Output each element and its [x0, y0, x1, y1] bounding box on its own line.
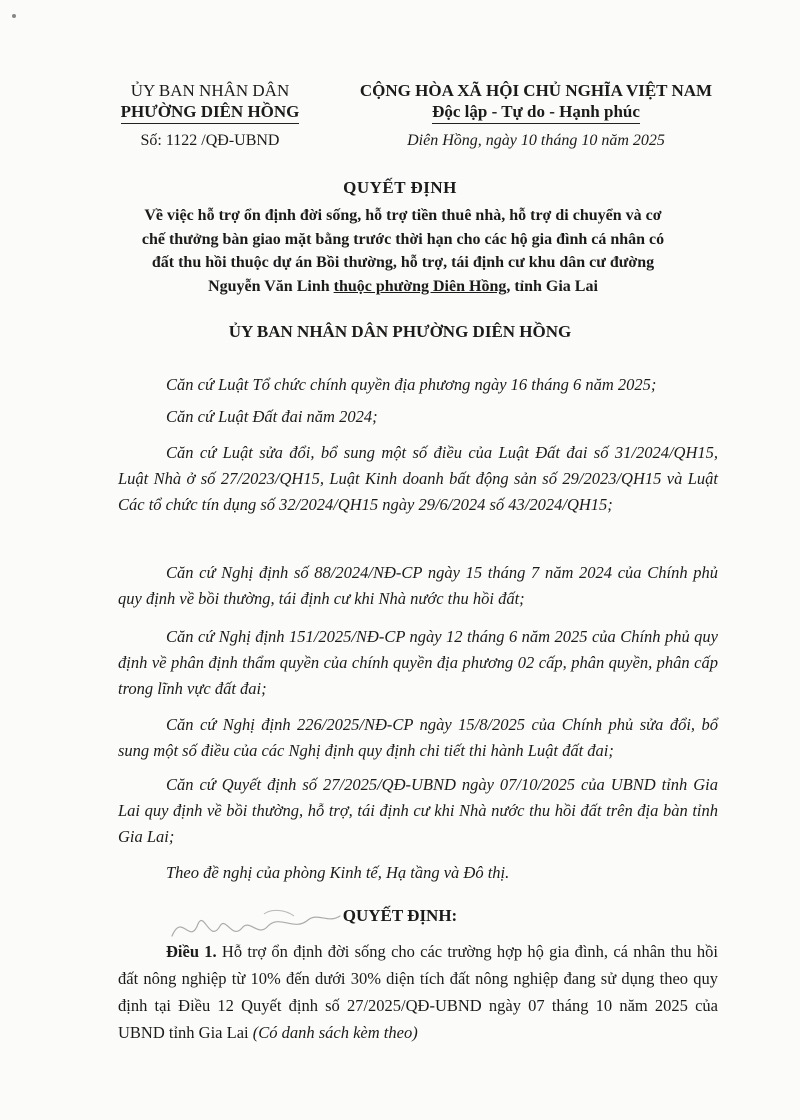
subject-line-4-b: thuộc phường Diên Hồng	[333, 277, 507, 295]
authority-line-2	[92, 101, 328, 124]
national-motto-block	[336, 80, 736, 151]
legal-basis-6	[118, 712, 718, 764]
scan-speck	[12, 14, 16, 18]
legal-basis-1-text: Căn cứ Luật Tổ chức chính quyền địa phương ngày 16 tháng 6 năm 2025;	[166, 375, 657, 394]
national-title: CỘNG HÒA XÃ HỘI CHỦ NGHĨA VIỆT NAM	[359, 81, 713, 100]
motto-line	[336, 101, 736, 124]
article-1	[118, 938, 718, 1046]
legal-basis-7	[118, 772, 718, 850]
legal-basis-1	[118, 372, 718, 398]
motto: Độc lập - Tự do - Hạnh phúc	[432, 101, 640, 124]
legal-basis-5-text: Căn cứ Nghị định 151/2025/NĐ-CP ngày 12 tháng 6 năm 2025 của Chính phủ quy định về phân định thẩm quyền của chính quyền địa phương 02 cấp, phân quyền, phân cấp trong lĩnh vực đất đai;	[118, 627, 718, 698]
subject-line-2: chế thưởng bàn giao mặt bằng trước thời hạn cho các hộ gia đình cá nhân có	[141, 230, 665, 248]
article-1-note: (Có danh sách kèm theo)	[252, 1023, 418, 1042]
legal-basis-3-text: Căn cứ Luật sửa đổi, bổ sung một số điều của Luật Đất đai số 31/2024/QH15, Luật Nhà ở số 27/2023/QH15, Luật Kinh doanh bất động sản số 29/2023/QH15 và Luật Các tổ chức tín dụng số 32/2024/QH15 ngày 29/6/2024 số 43/2024/QH15;	[118, 443, 718, 514]
issuing-authority-block	[92, 80, 328, 151]
legal-basis-7-text: Căn cứ Quyết định số 27/2025/QĐ-UBND ngày 07/10/2025 của UBND tỉnh Gia Lai quy định về bồi thường, hỗ trợ, tái định cư khi Nhà nước thu hồi đất trên địa bàn tỉnh Gia Lai;	[118, 775, 718, 846]
subject-line-4-a: Nguyễn Văn Linh	[208, 277, 334, 295]
proposal-line	[118, 860, 718, 886]
subject-line-3: đất thu hồi thuộc dự án Bồi thường, hỗ trợ, tái định cư khu dân cư đường	[151, 254, 655, 271]
legal-basis-2	[118, 404, 718, 430]
authority-name: PHƯỜNG DIÊN HỒNG	[121, 101, 300, 124]
subject-line-4	[100, 275, 706, 299]
document-header	[0, 80, 800, 152]
legal-basis-3	[118, 440, 718, 518]
article-1-text: Hỗ trợ ổn định đời sống cho các trường hợp hộ gia đình, cá nhân thu hồi đất nông nghiệp từ 10% đến dưới 30% diện tích đất nông nghiệp đang sử dụng theo quy định tại Điều 12 Quyết định số 27/2025/QĐ-UBND ngày 07 tháng 10 năm 2025 của UBND tỉnh Gia Lai	[118, 942, 719, 1042]
legal-basis-4	[118, 560, 718, 612]
subject-line-4-c: , tỉnh Gia Lai	[506, 277, 598, 295]
authority-line-1: ỦY BAN NHÂN DÂN	[130, 81, 290, 100]
document-number: Số: 1122 /QĐ-UBND	[140, 132, 280, 149]
decision-heading: QUYẾT ĐỊNH:	[342, 906, 458, 925]
subject-line-1: Về việc hỗ trợ ổn định đời sống, hỗ trợ tiền thuê nhà, hỗ trợ di chuyển và cơ	[144, 207, 662, 224]
legal-basis-5	[118, 624, 718, 702]
issuing-authority-heading: ỦY BAN NHÂN DÂN PHƯỜNG DIÊN HỒNG	[228, 322, 572, 341]
proposal-line-text: Theo đề nghị của phòng Kinh tế, Hạ tầng và Đô thị.	[166, 863, 510, 882]
dateline: Diên Hồng, ngày 10 tháng 10 năm 2025	[407, 132, 665, 149]
legal-basis-6-text: Căn cứ Nghị định 226/2025/NĐ-CP ngày 15/8/2025 của Chính phủ sửa đổi, bổ sung một số điều của các Nghị định quy định chi tiết thi hành Luật đất đai;	[118, 715, 718, 760]
document-subject	[100, 204, 706, 298]
document-title: QUYẾT ĐỊNH	[343, 178, 457, 197]
legal-basis-2-text: Căn cứ Luật Đất đai năm 2024;	[166, 407, 378, 426]
article-1-label: Điều 1.	[166, 942, 217, 961]
legal-basis-4-text: Căn cứ Nghị định số 88/2024/NĐ-CP ngày 15 tháng 7 năm 2024 của Chính phủ quy định về bồi thường, tái định cư khi Nhà nước thu hồi đất;	[118, 563, 718, 608]
